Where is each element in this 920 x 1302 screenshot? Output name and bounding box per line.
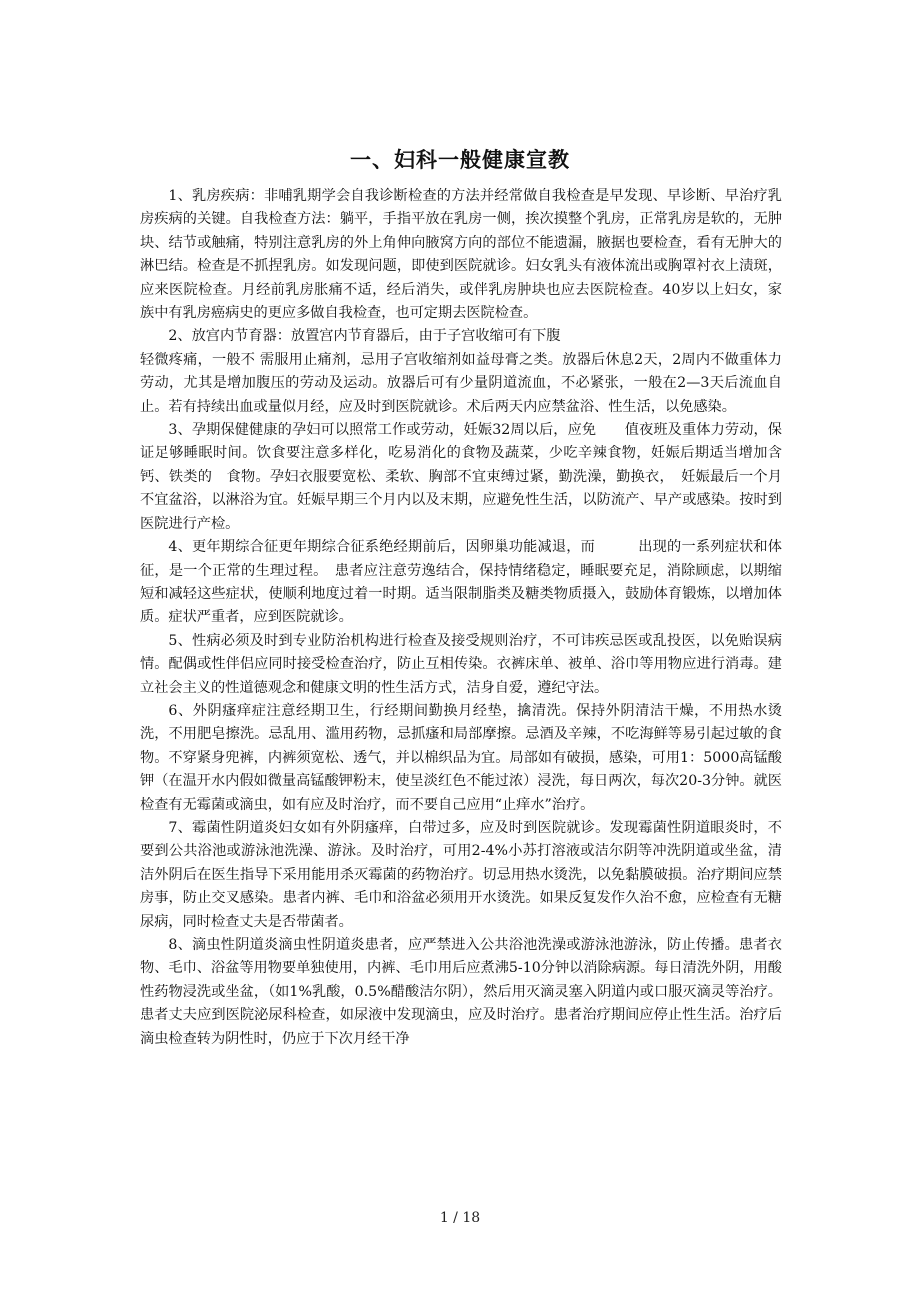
paragraph-std: 5、性病必须及时到专业防治机构进行检查及接受规则治疗，不可讳疾忌医或乱投医，以免贻误病情。配偶或性伴侣应同时接受检查治疗，防止互相传染。衣裤床单、被单、浴巾等用物应进行消毒。建立社会主义的性道德观念和健康文明的性生活方式，洁身自爱，遵纪守法。 — [140, 632, 782, 696]
paragraph-menopause: 4、更年期综合征更年期综合征系绝经期前后，因卵巢功能减退，而 出现的一系列症状和体征，是一个正常的生理过程。 患者应注意劳逸结合，保持情绪稳定，睡眠要充足，消除顾虑，以期缩短和减轻这些症状，使顺利地度过着一时期。适当限制脂类及糖类物质摄入，鼓励体育锻炼，以增加体质。症状严重者，应到医院就诊。 — [140, 539, 782, 626]
paragraph-breast-disease: 1、乳房疾病：非哺乳期学会自我诊断检查的方法并经常做自我检查是早发现、早诊断、早治疗乳房疾病的关键。自我检查方法：躺平，手指平放在乳房一侧，挨次摸整个乳房，正常乳房是软的，无肿块、结节或触痛，特别注意乳房的外上角伸向腋窝方向的部位不能遗漏，腋据也要检查，看有无肿大的淋巴结。检查是不抓捏乳房。如发现问题，即使到医院就诊。妇女乳头有液体流出或胸罩衬衣上渍斑，应来医院检查。月经前乳房胀痛不适，经后消失，或伴乳房肿块也应去医院检查。40岁以上妇女，家族中有乳房癌病史的更应多做自我检查，也可定期去医院检查。 — [140, 188, 782, 322]
paragraph-vulvar-pruritus: 6、外阴瘙痒症注意经期卫生，行经期间勤换月经垫，擒清洗。保持外阴清洁干燥，不用热水烫洗，不用肥皂擦洗。忌乱用、滥用药物，忌抓瘙和局部摩擦。忌酒及辛辣，不吃海鲜等易引起过敏的食物。不穿紧身兜裤，内裤须宽松、透气，并以棉织品为宜。局部如有破损，感染，可用1：5000高锰酸钾（在温开水内假如微量高锰酸钾粉末，使呈淡红色不能过浓）浸洗，每日两次，每次20-3分钟。就医检查有无霉菌或滴虫，如有应及时治疗，而不要自己应用“止痒水”治疗。 — [140, 702, 782, 813]
paragraph-candida-vaginitis: 7、霉菌性阴道炎妇女如有外阴瘙痒，白带过多，应及时到医院就诊。发现霉菌性阴道眼炎时，不要到公共浴池或游泳池洗澡、游泳。及时治疗，可用2-4%小苏打溶液或洁尔阴等冲洗阴道或坐盆，清洁外阴后在医生指导下采用能用杀灭霉菌的药物治疗。切忌用热水烫洗，以免黏膜破损。治疗期间应禁房事，防止交叉感染。患者内裤、毛巾和浴盆必须用开水烫洗。如果反复发作久治不愈，应检查有无糖尿病，同时检查丈夫是否带菌者。 — [140, 819, 782, 930]
paragraph-trichomonas-vaginitis: 8、滴虫性阴道炎滴虫性阴道炎患者，应严禁进入公共浴池洗澡或游泳池游泳，防止传播。患者衣物、毛巾、浴盆等用物要单独使用，内裤、毛巾用后应煮沸5-10分钟以消除病源。每日清洗外阴，用酸性药物浸洗或坐盆，（如1%乳酸，0.5%醋酸洁尔阴），然后用灭滴灵塞入阴道内或口服灭滴灵等治疗。患者丈夫应到医院泌尿科检查，如尿液中发现滴虫，应及时治疗。患者治疗期间应停止性生活。治疗后滴虫检查转为阴性时，仍应于下次月经干净 — [140, 937, 782, 1047]
paragraph-iud-start: 2、放宫内节育器：放置宫内节育器后，由于子宫收缩可有下腹 — [168, 328, 561, 345]
paragraph-pregnancy-care: 3、孕期保健健康的孕妇可以照常工作或劳动，妊娠32周以后，应免 值夜班及重体力劳动，保证足够睡眠时间。饮食要注意多样化，吃易消化的食物及蔬菜，少吃辛辣食物，妊娠后期适当增加含钙、铁类的 食物。孕妇衣服要宽松、柔软、胸部不宜束缚过紧，勤洗澡，勤换衣， 妊娠最后一个月不宜盆浴，以淋浴为宜。妊娠早期三个月内以及末期，应避免性生活，以防流产、早产或感染。按时到医院进行产检。 — [140, 422, 782, 532]
paragraph-iud-continued: 轻微疼痛，一般不 需服用止痛剂，忌用子宫收缩剂如益母膏之类。放器后休息2天，2周内不做重体力劳动，尤其是增加腹压的劳动及运动。放器后可有少量阴道流血，不必紧张，一般在2—3天后流血自止。若有持续出血或量似月经，应及时到医院就诊。术后两天内应禁盆浴、性生活，以免感染。 — [140, 351, 782, 415]
page-number: 1 / 18 — [439, 1210, 481, 1226]
page-title: 一、妇科一般健康宣教 — [350, 148, 570, 172]
document-body — [140, 185, 782, 1051]
